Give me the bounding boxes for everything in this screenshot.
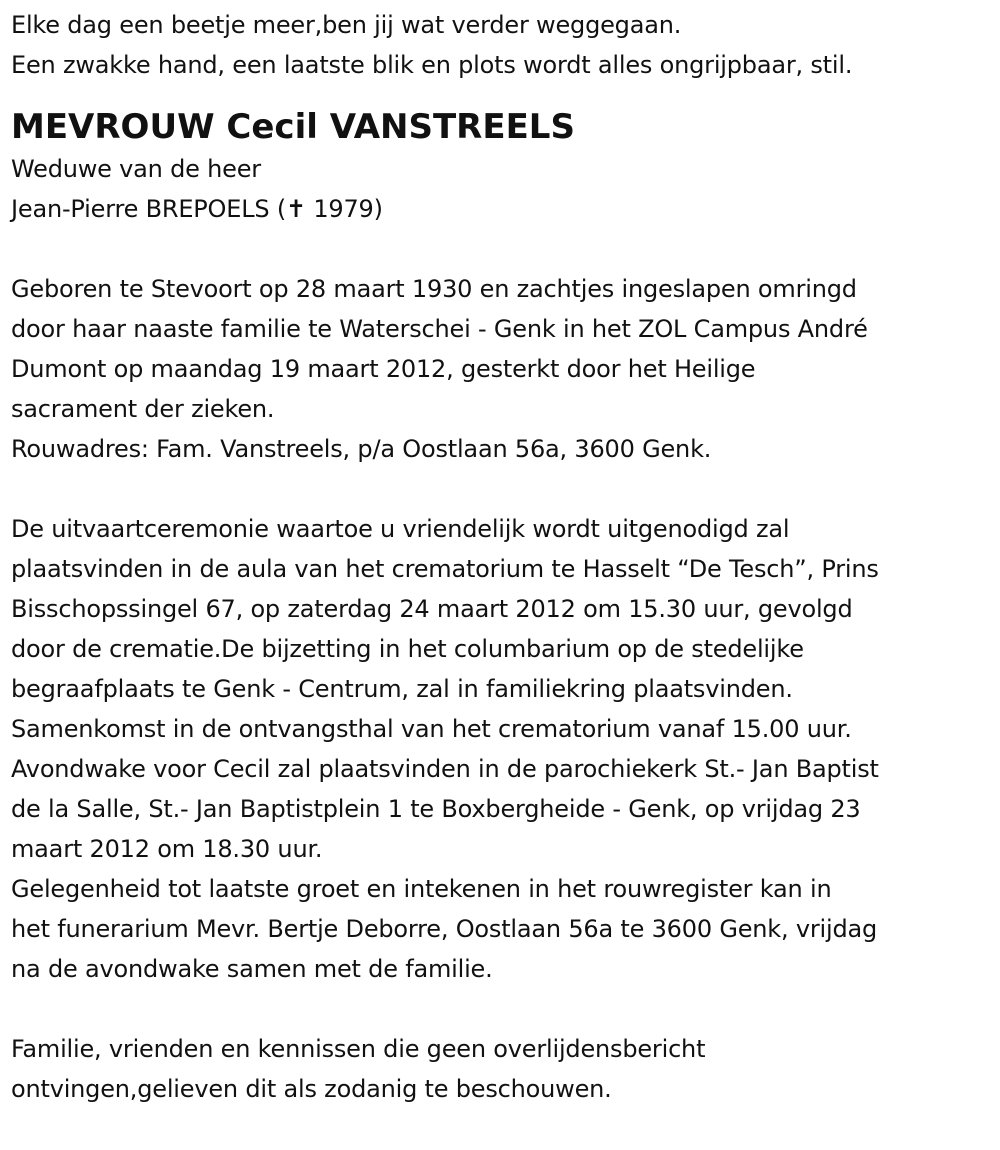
ceremony-paragraph bbox=[11, 509, 996, 989]
mourning-address: Rouwadres: Fam. Vanstreels, p/a Oostlaan 56a, 3600 Genk. bbox=[11, 435, 712, 463]
paragraph-line: Familie, vrienden en kennissen die geen overlijdensbericht bbox=[11, 1035, 706, 1063]
paragraph-line: begraafplaats te Genk - Centrum, zal in familiekring plaatsvinden. bbox=[11, 675, 793, 703]
paragraph-line: door haar naaste familie te Waterschei - Genk in het ZOL Campus André bbox=[11, 315, 868, 343]
paragraph-line: na de avondwake samen met de familie. bbox=[11, 955, 493, 983]
quote-line-1: Elke dag een beetje meer,ben jij wat verder weggegaan. bbox=[11, 11, 682, 39]
paragraph-spacer bbox=[11, 469, 996, 509]
paragraph-line: Dumont op maandag 19 maart 2012, gesterkt door het Heilige bbox=[11, 355, 756, 383]
paragraph-line: ontvingen,gelieven dit als zodanig te beschouwen. bbox=[11, 1075, 612, 1103]
birth-death-paragraph bbox=[11, 269, 996, 469]
paragraph-line: het funerarium Mevr. Bertje Deborre, Oostlaan 56a te 3600 Genk, vrijdag bbox=[11, 915, 878, 943]
paragraph-line: De uitvaartceremonie waartoe u vriendelijk wordt uitgenodigd zal bbox=[11, 515, 790, 543]
paragraph-line: Samenkomst in de ontvangsthal van het crematorium vanaf 15.00 uur. bbox=[11, 715, 852, 743]
paragraph-line: maart 2012 om 18.30 uur. bbox=[11, 835, 323, 863]
paragraph-line: Bisschopssingel 67, op zaterdag 24 maart 2012 om 15.30 uur, gevolgd bbox=[11, 595, 853, 623]
paragraph-spacer bbox=[11, 989, 996, 1029]
paragraph-spacer bbox=[11, 229, 996, 269]
deceased-name: MEVROUW Cecil VANSTREELS bbox=[11, 107, 575, 147]
paragraph-line: sacrament der zieken. bbox=[11, 395, 275, 423]
widow-line-1: Weduwe van de heer bbox=[11, 155, 261, 183]
obituary-notice bbox=[11, 0, 996, 1109]
closing-paragraph bbox=[11, 1029, 996, 1109]
paragraph-line: door de crematie.De bijzetting in het columbarium op de stedelijke bbox=[11, 635, 804, 663]
widow-line-2: Jean-Pierre BREPOELS (✝ 1979) bbox=[11, 195, 383, 223]
paragraph-line: de la Salle, St.- Jan Baptistplein 1 te Boxbergheide - Genk, op vrijdag 23 bbox=[11, 795, 861, 823]
quote-line-2: Een zwakke hand, een laatste blik en plots wordt alles ongrijpbaar, stil. bbox=[11, 51, 853, 79]
paragraph-line: Gelegenheid tot laatste groet en intekenen in het rouwregister kan in bbox=[11, 875, 832, 903]
paragraph-line: Geboren te Stevoort op 28 maart 1930 en zachtjes ingeslapen omringd bbox=[11, 275, 857, 303]
paragraph-line: Avondwake voor Cecil zal plaatsvinden in de parochiekerk St.- Jan Baptist bbox=[11, 755, 879, 783]
paragraph-line: plaatsvinden in de aula van het crematorium te Hasselt “De Tesch”, Prins bbox=[11, 555, 879, 583]
